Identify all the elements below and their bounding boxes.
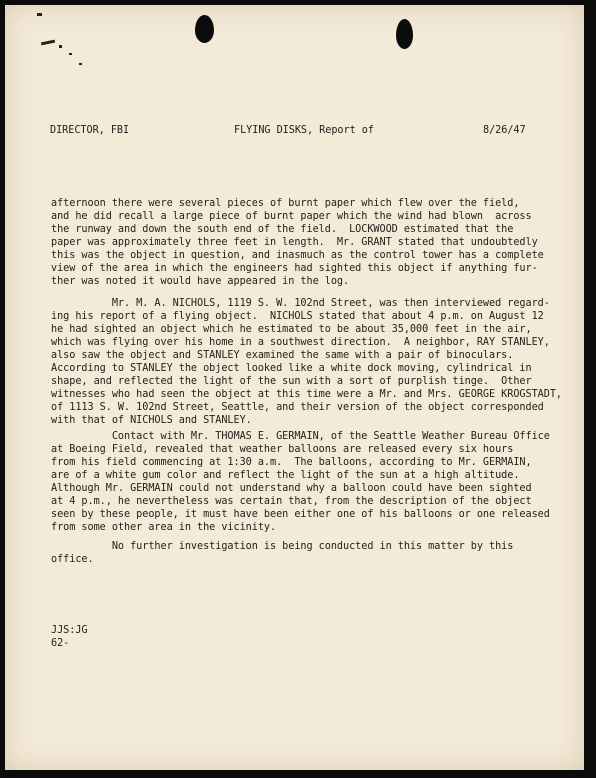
text-line: seen by these people, it must have been either one of his balloons or one released xyxy=(51,509,550,520)
scan-mark xyxy=(69,53,72,55)
text-line: from some other area in the vicinity. xyxy=(51,522,277,533)
text-line: No further investigation is being conducted in this matter by this xyxy=(51,541,514,552)
text-line: at 4 p.m., he nevertheless was certain that, from the description of the object xyxy=(51,496,532,507)
text-line: paper was approximately three feet in length. Mr. GRANT stated that undoubtedly xyxy=(51,237,538,248)
file-code: 62- xyxy=(51,638,70,649)
text-line: with that of NICHOLS and STANLEY. xyxy=(51,415,252,426)
text-line: office. xyxy=(51,554,94,565)
text-line: of 1113 S. W. 102nd Street, Seattle, and their version of the object corresponded xyxy=(51,402,544,413)
text-line: the runway and down the south end of the field. LOCKWOOD estimated that the xyxy=(51,224,514,235)
text-line: Although Mr. GERMAIN could not understand why a balloon could have been sighted xyxy=(51,483,532,494)
text-line: witnesses who had seen the object at this time were a Mr. and Mrs. GEORGE KROGSTADT, xyxy=(51,389,563,400)
header-date: 8/26/47 xyxy=(483,125,526,136)
scan-mark xyxy=(37,13,42,16)
text-line: shape, and reflected the light of the sun with a sort of purplish tinge. Other xyxy=(51,376,532,387)
header-subject: FLYING DISKS, Report of xyxy=(234,125,374,136)
scan-mark xyxy=(41,40,55,46)
text-line: ther was noted it would have appeared in the log. xyxy=(51,276,350,287)
scan-mark xyxy=(79,63,82,65)
text-line: are of a white gum color and reflect the light of the sun at a high altitude. xyxy=(51,470,520,481)
text-line: Mr. M. A. NICHOLS, 1119 S. W. 102nd Street, was then interviewed regard- xyxy=(51,298,550,309)
text-line: he had sighted an object which he estimated to be about 35,000 feet in the air, xyxy=(51,324,532,335)
punch-hole xyxy=(195,15,214,43)
text-line: which was flying over his home in a southwest direction. A neighbor, RAY STANLEY, xyxy=(51,337,550,348)
text-line: Contact with Mr. THOMAS E. GERMAIN, of the Seattle Weather Bureau Office xyxy=(51,431,550,442)
paragraph-4 xyxy=(51,514,513,592)
typist-initials: JJS:JG xyxy=(51,625,88,636)
text-line: According to STANLEY the object looked like a white dock moving, cylindrical in xyxy=(51,363,532,374)
text-line: afternoon there were several pieces of burnt paper which flew over the field, xyxy=(51,198,520,209)
text-line: at Boeing Field, revealed that weather balloons are released every six hours xyxy=(51,444,514,455)
text-line: from his field commencing at 1:30 a.m. The balloons, according to Mr. GERMAIN, xyxy=(51,457,532,468)
scan-mark xyxy=(59,45,62,48)
header-recipient: DIRECTOR, FBI xyxy=(50,125,130,136)
document-page xyxy=(5,5,584,770)
punch-hole xyxy=(396,19,413,49)
text-line: also saw the object and STANLEY examined the same with a pair of binoculars. xyxy=(51,350,514,361)
text-line: ing his report of a flying object. NICHOLS stated that about 4 p.m. on August 12 xyxy=(51,311,544,322)
text-line: and he did recall a large piece of burnt paper which the wind had blown across xyxy=(51,211,532,222)
footer-block xyxy=(51,598,88,676)
text-line: view of the area in which the engineers had sighted this object if anything fur- xyxy=(51,263,538,274)
text-line: this was the object in question, and inasmuch as the control tower has a complete xyxy=(51,250,544,261)
